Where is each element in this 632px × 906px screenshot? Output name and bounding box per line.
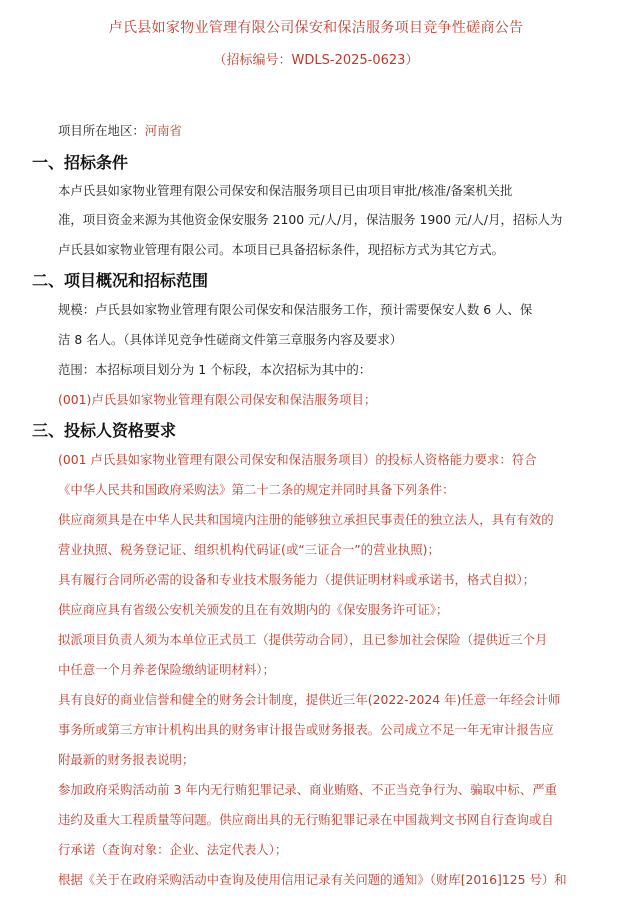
lot-item: (001)卢氏县如家物业管理有限公司保安和保洁服务项目； xyxy=(58,392,377,407)
paragraph-line: 事务所或第三方审计机构出具的财务审计报告或财务报表。公司成立不足一年无审计报告应 xyxy=(58,722,554,737)
paragraph-line: 附最新的财务报表说明； xyxy=(58,752,195,767)
page-title: 卢氏县如家物业管理有限公司保安和保洁服务项目竞争性磋商公告 xyxy=(108,20,524,36)
paragraph-line: 具有良好的商业信誉和健全的财务会计制度，提供近三年(2022-2024 年)任意一年经会计师 xyxy=(58,692,561,707)
section-heading-scope: 二、项目概况和招标范围 xyxy=(32,271,209,290)
paragraph-line: 洁 8 名人。（具体详见竞争性磋商文件第三章服务内容及要求） xyxy=(58,332,403,347)
paragraph-line: 本卢氏县如家物业管理有限公司保安和保洁服务项目已由项目审批/核准/备案机关批 xyxy=(58,183,513,198)
paragraph-line: 营业执照、税务登记证、组织机构代码证(或“三证合一”的营业执照)； xyxy=(58,542,440,557)
paragraph-line: 《中华人民共和国政府采购法》第二十二条的规定并同时具备下列条件： xyxy=(58,482,455,497)
location-label: 项目所在地区： xyxy=(58,123,145,138)
paragraph-line: 参加政府采购活动前 3 年内无行贿犯罪记录、商业贿赂、不正当竞争行为、骗取中标、严重 xyxy=(58,782,557,797)
paragraph-line: 具有履行合同所必需的设备和专业技术服务能力（提供证明材料或承诺书，格式自拟）； xyxy=(58,572,536,587)
paragraph-line: 供应商应具有省级公安机关颁发的且在有效期内的《保安服务许可证》； xyxy=(58,602,449,617)
tender-number: （招标编号：WDLS-2025-0623） xyxy=(213,53,419,68)
paragraph-line: 行承诺（查询对象：企业、法定代表人）； xyxy=(58,842,288,857)
paragraph-line: 范围：本招标项目划分为 1 个标段，本次招标为其中的： xyxy=(58,362,372,377)
location-value: 河南省 xyxy=(144,123,182,138)
project-location xyxy=(58,121,182,139)
paragraph-line: 中任意一个月养老保险缴纳证明材料）； xyxy=(58,662,275,677)
paragraph-line: 违约及重大工程质量等问题。供应商出具的无行贿犯罪记录在中国裁判文书网自行查询或自 xyxy=(58,812,554,827)
paragraph-line: 准，项目资金来源为其他资金保安服务 2100 元/人/月，保洁服务 1900 元/人/月，招标人为 xyxy=(58,212,563,227)
paragraph-line: 拟派项目负责人须为本单位正式员工（提供劳动合同），且已参加社会保险（提供近三个月 xyxy=(58,632,548,647)
section-heading-conditions: 一、招标条件 xyxy=(32,153,129,172)
paragraph-line: 根据《关于在政府采购活动中查询及使用信用记录有关问题的通知》（财库[2016]125 号）和 xyxy=(58,872,567,887)
paragraph-line: (001 卢氏县如家物业管理有限公司保安和保洁服务项目）的投标人资格能力要求：符合 xyxy=(58,452,537,467)
paragraph-line: 规模：卢氏县如家物业管理有限公司保安和保洁服务工作，预计需要保安人数 6 人、保 xyxy=(58,302,533,317)
paragraph-line: 卢氏县如家物业管理有限公司。本项目已具备招标条件，现招标方式为其它方式。 xyxy=(58,242,505,257)
paragraph-line: 供应商须具是在中华人民共和国境内注册的能够独立承担民事责任的独立法人，具有有效的 xyxy=(58,512,554,527)
section-heading-qualification: 三、投标人资格要求 xyxy=(32,421,177,440)
